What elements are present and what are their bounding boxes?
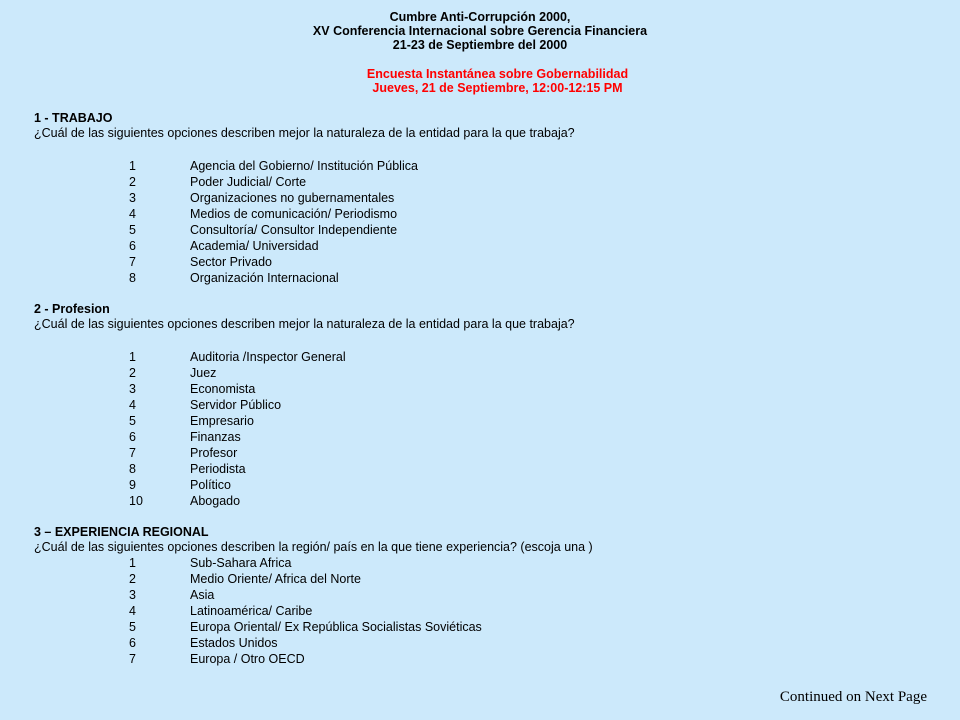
option-number: 4 (129, 207, 136, 221)
option-label: Organización Internacional (190, 271, 339, 285)
option-row (34, 571, 934, 587)
option-label: Academia/ Universidad (190, 239, 319, 253)
option-row (34, 254, 934, 270)
option-number: 6 (129, 239, 136, 253)
section-title: 2 - Profesion (34, 302, 110, 316)
option-label: Sector Privado (190, 255, 272, 269)
section-question: ¿Cuál de las siguientes opciones describen mejor la naturaleza de la entidad para la que trabaja? (34, 317, 575, 331)
option-number: 6 (129, 430, 136, 444)
option-label: Poder Judicial/ Corte (190, 175, 307, 189)
option-label: Agencia del Gobierno/ Institución Pública (190, 159, 418, 173)
option-row (34, 445, 934, 461)
option-label: Medio Oriente/ Africa del Norte (190, 572, 361, 586)
option-row (34, 381, 934, 397)
option-number: 4 (129, 398, 136, 412)
option-row (34, 477, 934, 493)
option-row (34, 413, 934, 429)
survey-content (34, 111, 934, 667)
option-label: Empresario (190, 414, 254, 428)
option-number: 6 (129, 636, 136, 650)
option-row (34, 365, 934, 381)
option-label: Servidor Público (190, 398, 282, 412)
option-number: 7 (129, 652, 136, 666)
option-row (34, 397, 934, 413)
option-row (34, 238, 934, 254)
option-number: 7 (129, 446, 136, 460)
option-row (34, 619, 934, 635)
options-list (34, 555, 934, 667)
option-row (34, 222, 934, 238)
options-list (34, 349, 934, 509)
section-question: ¿Cuál de las siguientes opciones describen mejor la naturaleza de la entidad para la que trabaja? (34, 126, 575, 140)
continued-note: Continued on Next Page (779, 689, 927, 705)
option-number: 2 (129, 572, 136, 586)
survey-subtitle (0, 67, 960, 95)
option-row (34, 635, 934, 651)
option-label: Estados Unidos (190, 636, 278, 650)
option-row (34, 190, 934, 206)
options-list (34, 158, 934, 286)
section-title: 1 - TRABAJO (34, 111, 113, 125)
option-number: 4 (129, 604, 136, 618)
option-row (34, 493, 934, 509)
option-label: Periodista (190, 462, 246, 476)
option-row (34, 651, 934, 667)
section-title: 3 – EXPERIENCIA REGIONAL (34, 525, 209, 539)
section-question: ¿Cuál de las siguientes opciones describen la región/ país en la que tiene experiencia? (escoja una ) (34, 540, 593, 554)
option-number: 2 (129, 366, 136, 380)
option-label: Organizaciones no gubernamentales (190, 191, 395, 205)
option-row (34, 429, 934, 445)
option-label: Político (190, 478, 231, 492)
option-number: 5 (129, 620, 136, 634)
option-label: Europa / Otro OECD (190, 652, 305, 666)
option-row (34, 603, 934, 619)
header (0, 10, 960, 52)
option-label: Asia (190, 588, 215, 602)
option-label: Sub-Sahara Africa (190, 556, 292, 570)
option-label: Consultoría/ Consultor Independiente (190, 223, 398, 237)
option-number: 5 (129, 223, 136, 237)
option-row (34, 555, 934, 571)
option-label: Latinoamérica/ Caribe (190, 604, 313, 618)
option-number: 9 (129, 478, 136, 492)
option-number: 3 (129, 191, 136, 205)
option-number: 1 (129, 556, 136, 570)
option-row (34, 349, 934, 365)
option-row (34, 461, 934, 477)
option-label: Abogado (190, 494, 241, 508)
option-number: 3 (129, 588, 136, 602)
option-number: 10 (129, 494, 143, 508)
option-number: 3 (129, 382, 136, 396)
option-number: 7 (129, 255, 136, 269)
option-number: 5 (129, 414, 136, 428)
option-row (34, 174, 934, 190)
option-label: Europa Oriental/ Ex República Socialistas Soviéticas (190, 620, 482, 634)
option-label: Auditoria /Inspector General (190, 350, 346, 364)
option-label: Medios de comunicación/ Periodismo (190, 207, 398, 221)
option-row (34, 206, 934, 222)
option-row (34, 158, 934, 174)
header-title: Cumbre Anti-Corrupción 2000, (389, 10, 571, 24)
option-number: 8 (129, 271, 136, 285)
survey-title: Encuesta Instantánea sobre Gobernabilidad (366, 67, 629, 81)
survey-datetime: Jueves, 21 de Septiembre, 12:00-12:15 PM (372, 81, 623, 95)
option-row (34, 270, 934, 286)
option-label: Juez (190, 366, 217, 380)
option-label: Economista (190, 382, 256, 396)
option-number: 1 (129, 159, 136, 173)
header-dates: 21-23 de Septiembre del 2000 (392, 38, 568, 52)
option-row (34, 587, 934, 603)
option-number: 8 (129, 462, 136, 476)
header-conference: XV Conferencia Internacional sobre Gerencia Financiera (312, 24, 648, 38)
option-label: Profesor (190, 446, 238, 460)
option-number: 2 (129, 175, 136, 189)
option-number: 1 (129, 350, 136, 364)
option-label: Finanzas (190, 430, 241, 444)
